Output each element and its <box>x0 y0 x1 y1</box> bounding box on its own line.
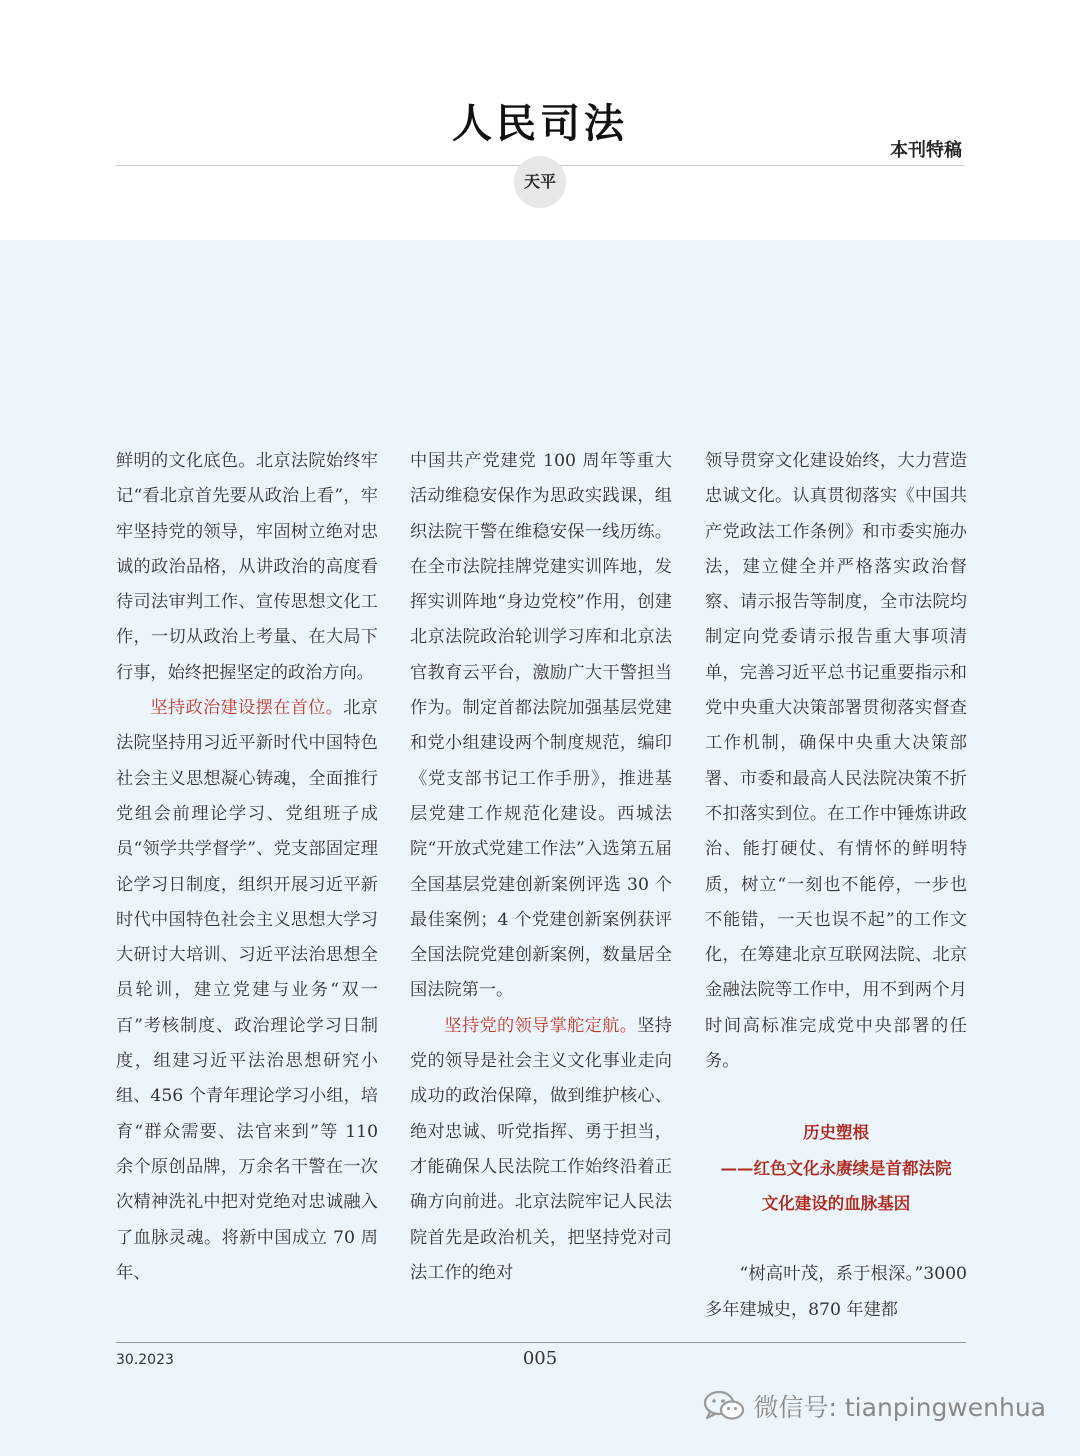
paragraph-highlight: 坚持党的领导掌舵定航。 <box>444 1015 638 1036</box>
paragraph: 领导贯穿文化建设始终，大力营造忠诚文化。认真贯彻落实《中国共产党政法工作条例》和市委实施办法，建立健全并严格落实政治督察、请示报告等制度，全市法院均制定向党委请示报告重大事项清单，完善习近平总书记重要指示和党中央重大决策部署贯彻落实督查工作机制，确保中央重大决策部署、市委和最高人民法院决策不折不扣落实到位。在工作中锤炼讲政治、能打硬仗、有情怀的鲜明特质，树立“一刻也不能停，一步也不能错，一天也误不起”的工作文化，在筹建北京互联网法院、北京金融法院等工作中，用不到两个月时间高标准完成党中央部署的任务。 <box>705 451 967 1072</box>
article-column-1 <box>116 444 378 1291</box>
paragraph-text: 坚持党的领导是社会主义文化事业走向成功的政治保障，做到维护核心、绝对忠诚、听党指挥、勇于担当，才能确保人民法院工作始终沿着正确方向前进。北京法院牢记人民法院首先是政治机关，把坚持党对司法工作的绝对 <box>410 1015 672 1283</box>
section-heading <box>705 1115 967 1221</box>
article-column-2 <box>410 444 672 1291</box>
paragraph: “树高叶茂，系于根深。”3000 多年建城史，870 年建都 <box>705 1264 967 1320</box>
brand-mark: 天平 <box>514 156 566 208</box>
wechat-watermark <box>702 1388 1047 1424</box>
page-number: 005 <box>522 1348 558 1369</box>
issue-number: 30.2023 <box>116 1352 174 1368</box>
masthead-title: 人民司法 <box>452 100 628 147</box>
paragraph: 鲜明的文化底色。北京法院始终牢记“看北京首先要从政治上看”，牢牢坚持党的领导，牢固树立绝对忠诚的政治品格，从讲政治的高度看待司法审判工作、宣传思想文化工作，一切从政治上考量、在大局下行事，始终把握坚定的政治方向。 <box>116 451 378 683</box>
article-column-3 <box>705 444 967 1328</box>
wechat-logo-icon <box>702 1389 746 1423</box>
page-header <box>0 0 1080 240</box>
section-title-line: ——红色文化永赓续是首都法院 <box>720 1158 952 1178</box>
paragraph-highlight: 坚持政治建设摆在首位。 <box>150 698 344 719</box>
wechat-id: 微信号: tianpingwenhua <box>753 1393 1046 1422</box>
section-label: 本刊特稿 <box>890 140 962 161</box>
paragraph <box>116 691 378 1291</box>
paragraph: 中国共产党建党 100 周年等重大活动维稳安保作为思政实践课，组织法院干警在维稳安保一线历练。在全市法院挂牌党建实训阵地，发挥实训阵地“身边党校”作用，创建北京法院政治轮训学习库和北京法官教育云平台，激励广大干警担当作为。制定首都法院加强基层党建和党小组建设两个制度规范，编印《党支部书记工作手册》，推进基层党建工作规范化建设。西城法院“开放式党建工作法”入选第五届全国基层党建创新案例评选 30 个最佳案例；4 个党建创新案例获评全国法院党建创新案例，数量居全国法院第一。 <box>410 451 672 1001</box>
footer-divider <box>116 1342 966 1343</box>
paragraph <box>410 1009 672 1291</box>
section-title-line: 文化建设的血脉基因 <box>761 1193 911 1213</box>
paragraph-text: 北京法院坚持用习近平新时代中国特色社会主义思想凝心铸魂，全面推行党组会前理论学习、党组班子成员“领学共学督学”、党支部固定理论学习日制度，组织开展习近平新时代中国特色社会主义思想大学习大研讨大培训、习近平法治思想全员轮训，建立党建与业务“双一百”考核制度、政治理论学习日制度，组建习近平法治思想研究小组、456 个青年理论学习小组，培育“群众需要、法官来到”等 110 余个原创品牌，万余名干警在一次次精神洗礼中把对党绝对忠诚融入了血脉灵魂。将新中国成立 70 周年、 <box>116 698 378 1283</box>
section-title-line: 历史塑根 <box>803 1123 869 1143</box>
